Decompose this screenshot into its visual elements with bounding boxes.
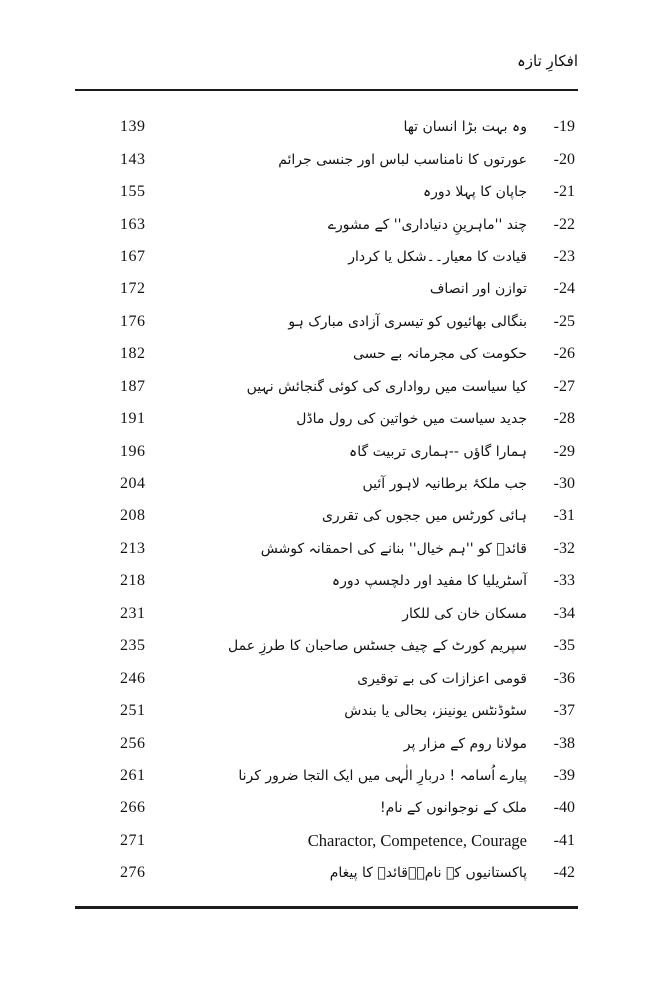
toc-entry-number: -23 xyxy=(553,247,575,265)
toc-entry-number: -29 xyxy=(553,442,575,460)
toc-entry-title: پاکستانیوں کے نام۔۔قائدؒ کا پیغام xyxy=(329,865,527,882)
toc-page-number: 266 xyxy=(120,799,146,817)
toc-entry-title: پیارے اُسامہ ! دربارِ الٰہی میں ایک التجا ضرور کرنا xyxy=(238,767,527,784)
toc-entry-number: -40 xyxy=(553,799,575,817)
toc-entry-number: -39 xyxy=(553,766,575,784)
toc-entry-title: حکومت کی مجرمانہ بے حسی xyxy=(352,346,527,363)
toc-entry-number: -25 xyxy=(553,312,575,330)
toc-page-number: 271 xyxy=(120,831,146,849)
toc-entry-number: -32 xyxy=(553,539,575,557)
toc-row xyxy=(75,403,578,435)
toc-entry-number: -26 xyxy=(553,345,575,363)
toc-entry-title: کیا سیاست میں رواداری کی کوئی گنجائش نہیں xyxy=(246,378,527,395)
toc-entry-number: -20 xyxy=(553,150,575,168)
toc-row xyxy=(75,306,578,338)
toc-page-number: 251 xyxy=(120,702,146,720)
toc-row xyxy=(75,371,578,403)
toc-row xyxy=(75,695,578,727)
toc-entry-number: -42 xyxy=(553,864,575,882)
top-rule xyxy=(75,89,578,91)
toc-page-number: 204 xyxy=(120,475,146,493)
toc-page-number: 246 xyxy=(120,669,146,687)
toc-page-number: 218 xyxy=(120,572,146,590)
toc-row xyxy=(75,598,578,630)
toc-row xyxy=(75,662,578,694)
bottom-rule xyxy=(75,906,578,909)
toc-row xyxy=(75,338,578,370)
toc-row xyxy=(75,111,578,143)
toc-entry-title: جدید سیاست میں خواتین کی رول ماڈل xyxy=(296,411,527,428)
toc-page-number: 167 xyxy=(120,247,146,265)
toc-entry-title: بنگالی بھائیوں کو تیسری آزادی مبارک ہو xyxy=(288,313,527,330)
toc-entry-number: -31 xyxy=(553,507,575,525)
toc-row xyxy=(75,208,578,240)
toc-entry-number: -27 xyxy=(553,377,575,395)
toc-entry-title: ہائی کورٹس میں ججوں کی تقرری xyxy=(321,508,527,525)
toc-row xyxy=(75,143,578,175)
toc-entry-title: آسٹریلیا کا مفید اور دلچسپ دورہ xyxy=(331,573,527,590)
toc-entry-number: -30 xyxy=(553,475,575,493)
toc-row xyxy=(75,825,578,857)
toc-page-number: 182 xyxy=(120,345,146,363)
toc-entry-title: عورتوں کا نامناسب لباس اور جنسی جرائم xyxy=(278,151,527,168)
toc-page-number: 196 xyxy=(120,442,146,460)
toc-entry-title: قومی اعزازات کی بے توقیری xyxy=(357,670,527,687)
toc-entry-title: جب ملکۂ برطانیہ لاہور آئیں xyxy=(362,476,527,493)
toc-entry-number: -19 xyxy=(553,118,575,136)
toc-page-number: 163 xyxy=(120,215,146,233)
toc-entry-title: سپریم کورٹ کے چیف جسٹس صاحبان کا طرزِ عمل xyxy=(228,638,527,655)
toc-row xyxy=(75,241,578,273)
toc-entry-number: -21 xyxy=(553,183,575,201)
toc-entry-title: سٹوڈنٹس یونینز، بحالی یا بندش xyxy=(344,703,527,720)
toc-list xyxy=(75,111,578,890)
toc-page-number: 231 xyxy=(120,604,146,622)
toc-row xyxy=(75,727,578,759)
toc-page-number: 276 xyxy=(120,864,146,882)
toc-entry-title: ملک کے نوجوانوں کے نام! xyxy=(380,800,527,817)
page-header-title: افکارِ تازہ xyxy=(517,52,578,70)
toc-entry-title: مولانا روم کے مزار پر xyxy=(403,735,527,752)
toc-entry-number: -28 xyxy=(553,410,575,428)
toc-row xyxy=(75,533,578,565)
toc-entry-number: -33 xyxy=(553,572,575,590)
toc-page-number: 208 xyxy=(120,507,146,525)
toc-row xyxy=(75,435,578,467)
toc-entry-title: وہ بہت بڑا انسان تھا xyxy=(403,119,527,136)
toc-row xyxy=(75,760,578,792)
toc-page-number: 191 xyxy=(120,410,146,428)
toc-row xyxy=(75,273,578,305)
toc-entry-title: ہمارا گاؤں --ہماری تربیت گاہ xyxy=(349,443,527,460)
toc-row xyxy=(75,630,578,662)
toc-entry-title: قائدؒ کو ''ہم خیال'' بنانے کی احمقانہ کوشش xyxy=(260,540,527,557)
toc-page-number: 213 xyxy=(120,539,146,557)
toc-entry-number: -22 xyxy=(553,215,575,233)
toc-entry-title: توازن اور انصاف xyxy=(429,281,527,298)
toc-row xyxy=(75,468,578,500)
toc-entry-number: -36 xyxy=(553,669,575,687)
toc-entry-number: -41 xyxy=(553,831,575,849)
toc-row xyxy=(75,857,578,889)
toc-row xyxy=(75,565,578,597)
toc-row xyxy=(75,500,578,532)
toc-entry-title: جاپان کا پہلا دورہ xyxy=(422,184,527,201)
toc-entry-title: قیادت کا معیار۔۔شکل یا کردار xyxy=(348,248,527,265)
toc-entry-title: مسکان خان کی للکار xyxy=(402,605,527,622)
toc-page-number: 176 xyxy=(120,312,146,330)
toc-page-number: 235 xyxy=(120,637,146,655)
toc-page-number: 187 xyxy=(120,377,146,395)
toc-row xyxy=(75,176,578,208)
toc-entry-number: -35 xyxy=(553,637,575,655)
toc-entry-title: چند ''ماہرینِ دنیاداری'' کے مشورے xyxy=(327,216,527,233)
toc-entry-number: -37 xyxy=(553,702,575,720)
toc-page-number: 261 xyxy=(120,766,146,784)
toc-page-number: 172 xyxy=(120,280,146,298)
toc-entry-number: -38 xyxy=(553,734,575,752)
toc-page-number: 143 xyxy=(120,150,146,168)
toc-row xyxy=(75,792,578,824)
toc-entry-number: -24 xyxy=(553,280,575,298)
toc-entry-title: Charactor, Competence, Courage xyxy=(307,830,527,850)
toc-page-number: 139 xyxy=(120,118,146,136)
toc-page-number: 155 xyxy=(120,183,146,201)
toc-entry-number: -34 xyxy=(553,604,575,622)
toc-page-number: 256 xyxy=(120,734,146,752)
